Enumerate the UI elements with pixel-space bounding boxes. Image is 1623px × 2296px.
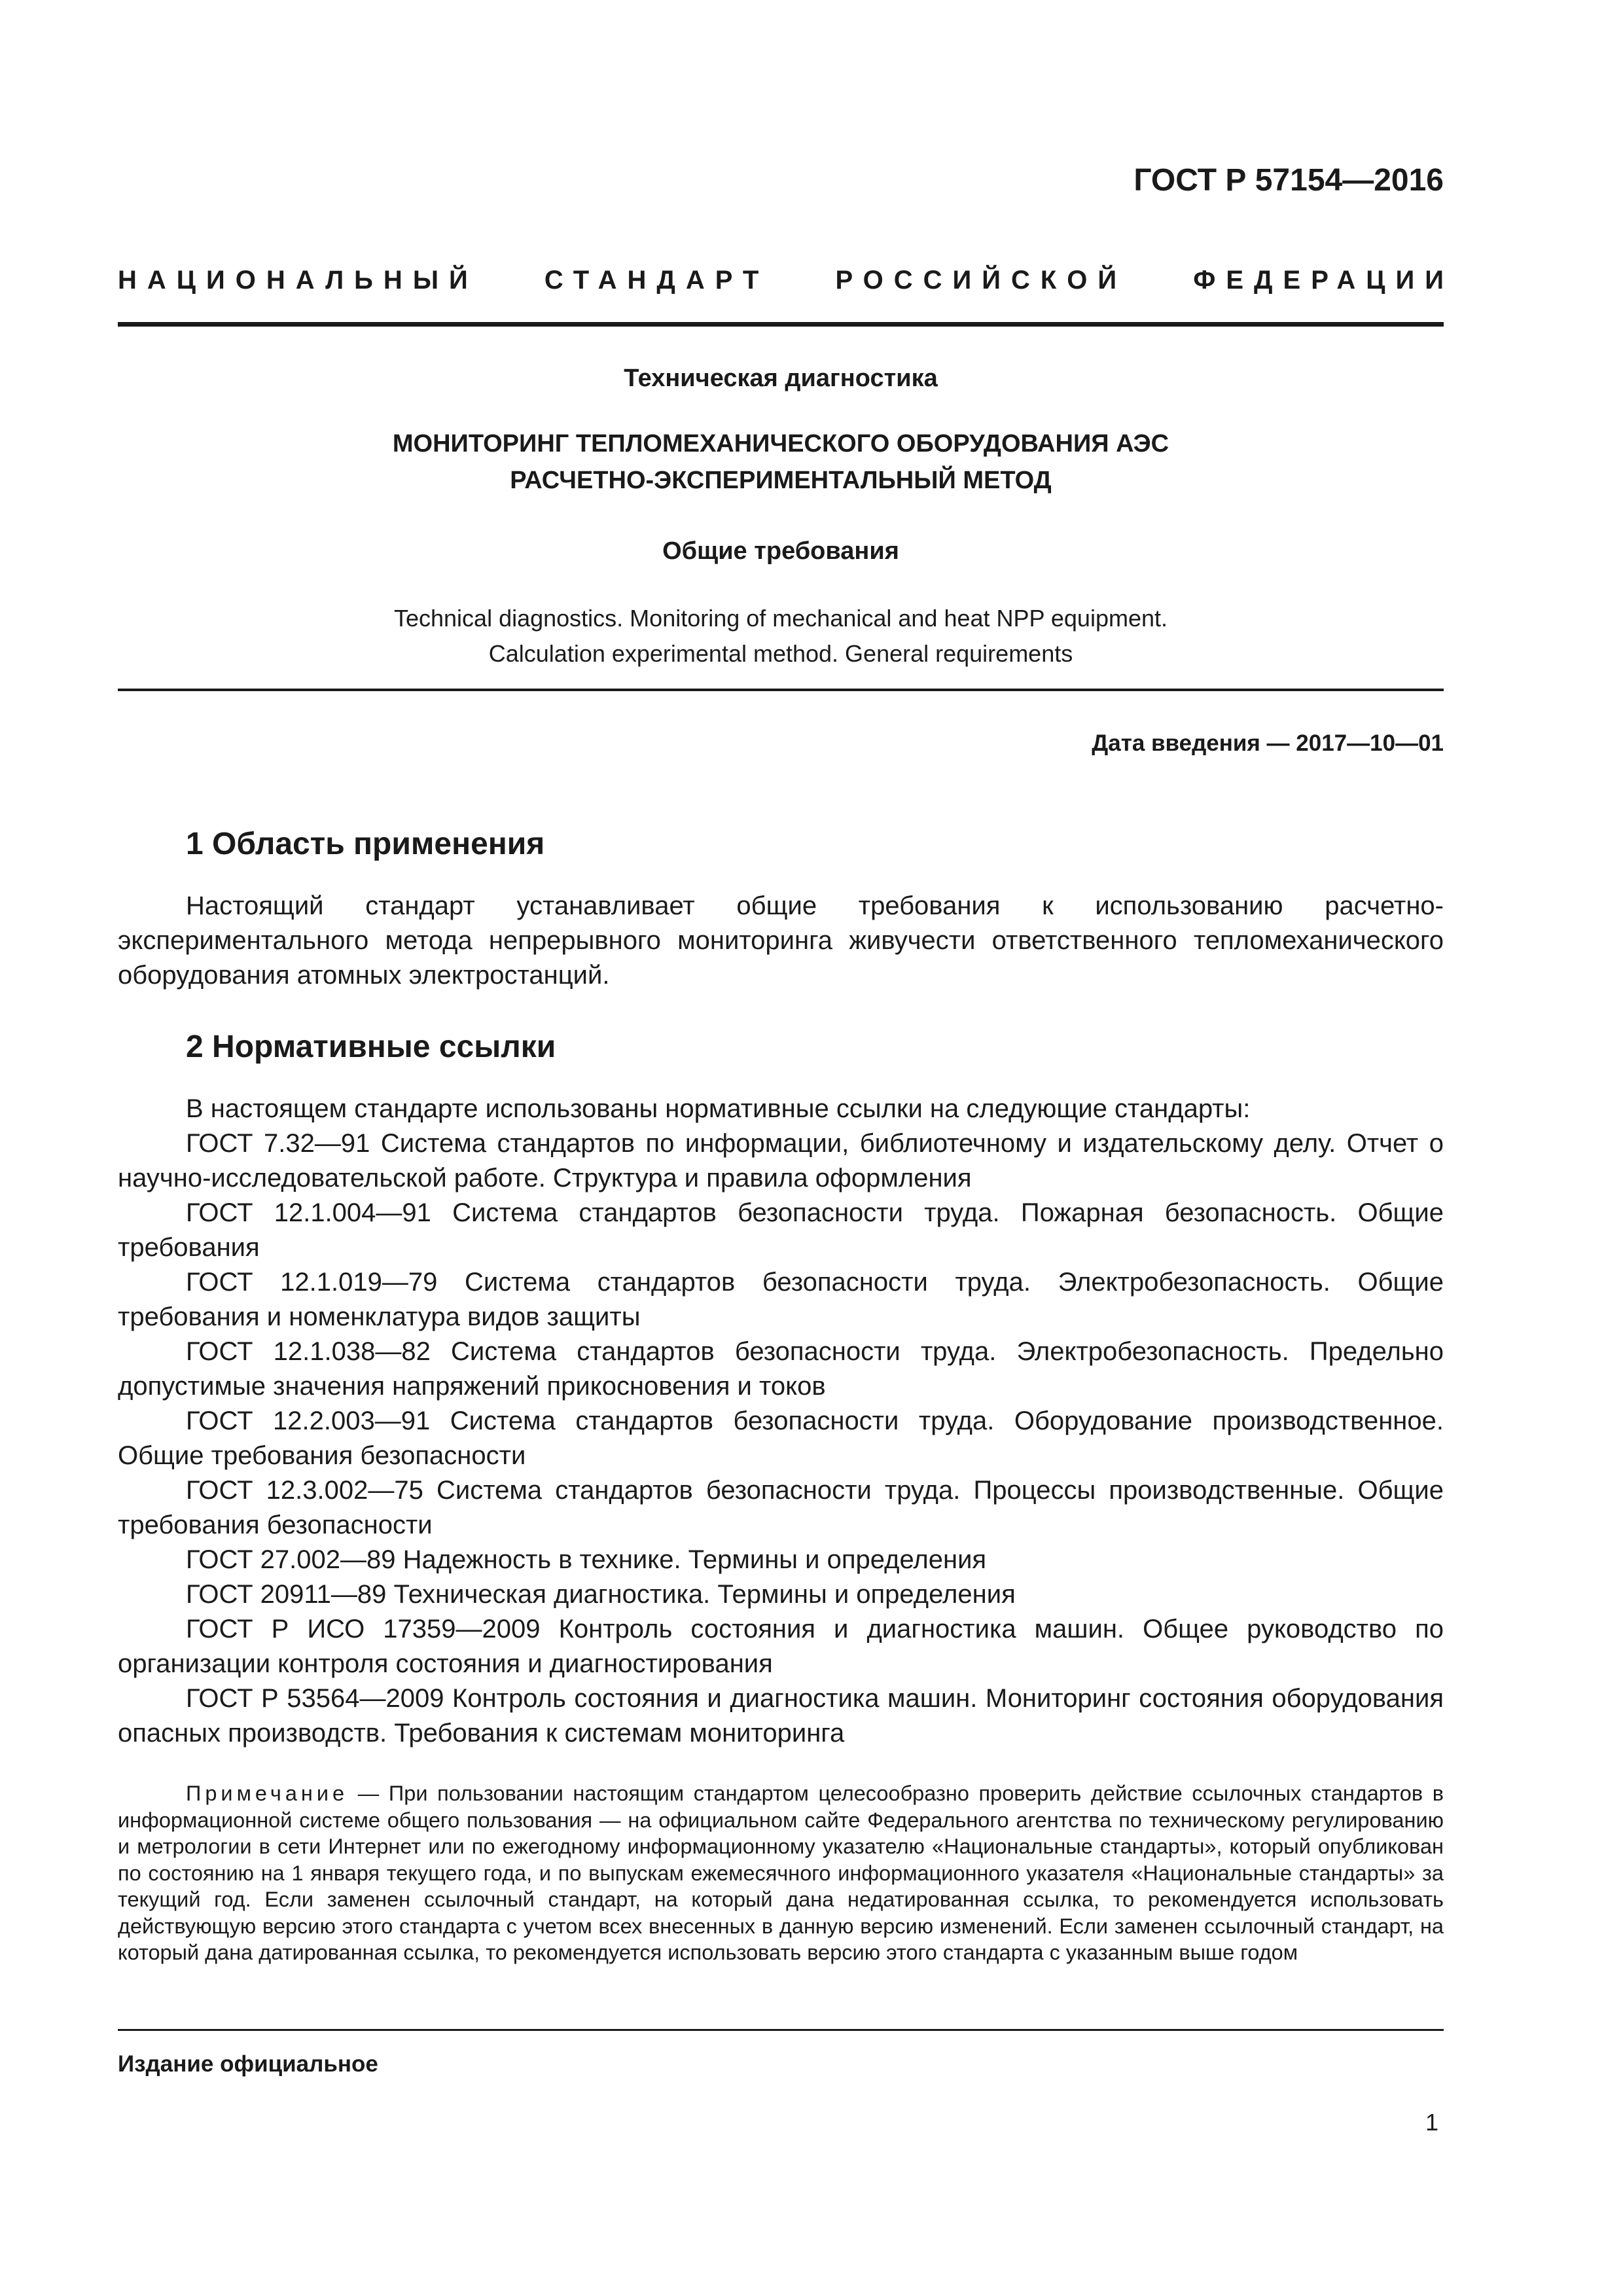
section-2-title: 2 Нормативные ссылки [186,1030,556,1064]
reference-item: ГОСТ 20911—89 Техническая диагностика. Термины и определения [186,1580,1016,1609]
page-number: 1 [1425,2109,1438,2136]
note-paragraph [118,1780,1444,1966]
reference-item: ГОСТ 12.1.019—79 Система стандартов безопасности труда. Электробезопасность. Общие требования и номенклатура видов защиты [118,1268,1444,1331]
reference-item: ГОСТ Р 53564—2009 Контроль состояния и диагностика машин. Мониторинг состояния оборудования опасных производств. Требования к системам мониторинга [118,1684,1444,1748]
note-block [118,1780,1444,1966]
note-label: Примечание [186,1782,349,1805]
section-1-body [118,889,1444,993]
reference-item: ГОСТ Р ИСО 17359—2009 Контроль состояния и диагностика машин. Общее руководство по организации контроля состояния и диагностирования [118,1615,1444,1678]
banner-word: НАЦИОНАЛЬНЫЙ [118,266,478,295]
reference-item: ГОСТ 12.2.003—91 Система стандартов безопасности труда. Оборудование производственное. Общие требования безопасности [118,1407,1444,1470]
reference-item: ГОСТ 27.002—89 Надежность в технике. Термины и определения [186,1545,987,1574]
english-title-line2: Calculation experimental method. General requirements [488,640,1073,667]
title-field: Техническая диагностика [624,365,938,392]
english-title [118,601,1444,672]
reference-item: ГОСТ 12.1.004—91 Система стандартов безопасности труда. Пожарная безопасность. Общие требования [118,1198,1444,1262]
note-text: — При пользовании настоящим стандартом целесообразно проверить действие ссылочных стандартов в информационной системе общего пользования — на официальном сайте Федерального агентства по техническому регулированию и метрологии в сети Интернет или по ежегодному информационному указателю «Национальные стандарты», который опубликован по состоянию на 1 января текущего года, и по выпускам ежемесячного информационного указателя «Национальные стандарты» за текущий год. Если заменен ссылочный стандарт, на который дана недатированная ссылка, то рекомендуется использовать действующую версию этого стандарта с учетом всех внесенных в данную версию изменений. Если заменен ссылочный стандарт, на который дана датированная ссылка, то рекомендуется использовать версию этого стандарта с указанным выше годом [118,1782,1444,1964]
header-rule [118,322,1444,327]
title-subtitle: Общие требования [662,537,899,565]
national-standard-banner [118,266,1454,295]
main-title-line2: РАСЧЕТНО-ЭКСПЕРИМЕНТАЛЬНЫЙ МЕТОД [510,467,1052,494]
banner-word: ФЕДЕРАЦИИ [1193,266,1454,295]
banner-word: СТАНДАРТ [544,266,770,295]
reference-item: ГОСТ 12.1.038—82 Система стандартов безопасности труда. Электробезопасность. Предельно допустимые значения напряжений прикосновения и токов [118,1337,1444,1401]
reference-item: ГОСТ 7.32—91 Система стандартов по информации, библиотечному и издательскому делу. Отчет о научно-исследовательской работе. Структура и правила оформления [118,1129,1444,1193]
date-of-introduction: Дата введения — 2017—10—01 [1092,730,1444,756]
reference-item: ГОСТ 12.3.002—75 Система стандартов безопасности труда. Процессы производственные. Общие требования безопасности [118,1476,1444,1539]
official-edition-label: Издание официальное [118,2051,378,2077]
section-1-title: 1 Область применения [186,827,545,861]
title-rule [118,689,1444,691]
section-1-paragraph: Настоящий стандарт устанавливает общие требования к использованию расчетно-экспериментального метода непрерывного мониторинга живучести ответственного тепломеханического оборудования атомных электростанций. [118,891,1444,990]
english-title-line1: Technical diagnostics. Monitoring of mechanical and heat NPP equipment. [393,605,1168,632]
main-title [118,425,1444,499]
section-2-body [118,1092,1444,1751]
section-2-intro: В настоящем стандарте использованы нормативные ссылки на следующие стандарты: [186,1094,1251,1123]
banner-word: РОССИЙСКОЙ [835,266,1128,295]
main-title-line1: МОНИТОРИНГ ТЕПЛОМЕХАНИЧЕСКОГО ОБОРУДОВАНИЯ АЭС [392,430,1169,457]
footer-rule [118,2029,1444,2031]
standard-number: ГОСТ Р 57154—2016 [1133,163,1444,198]
